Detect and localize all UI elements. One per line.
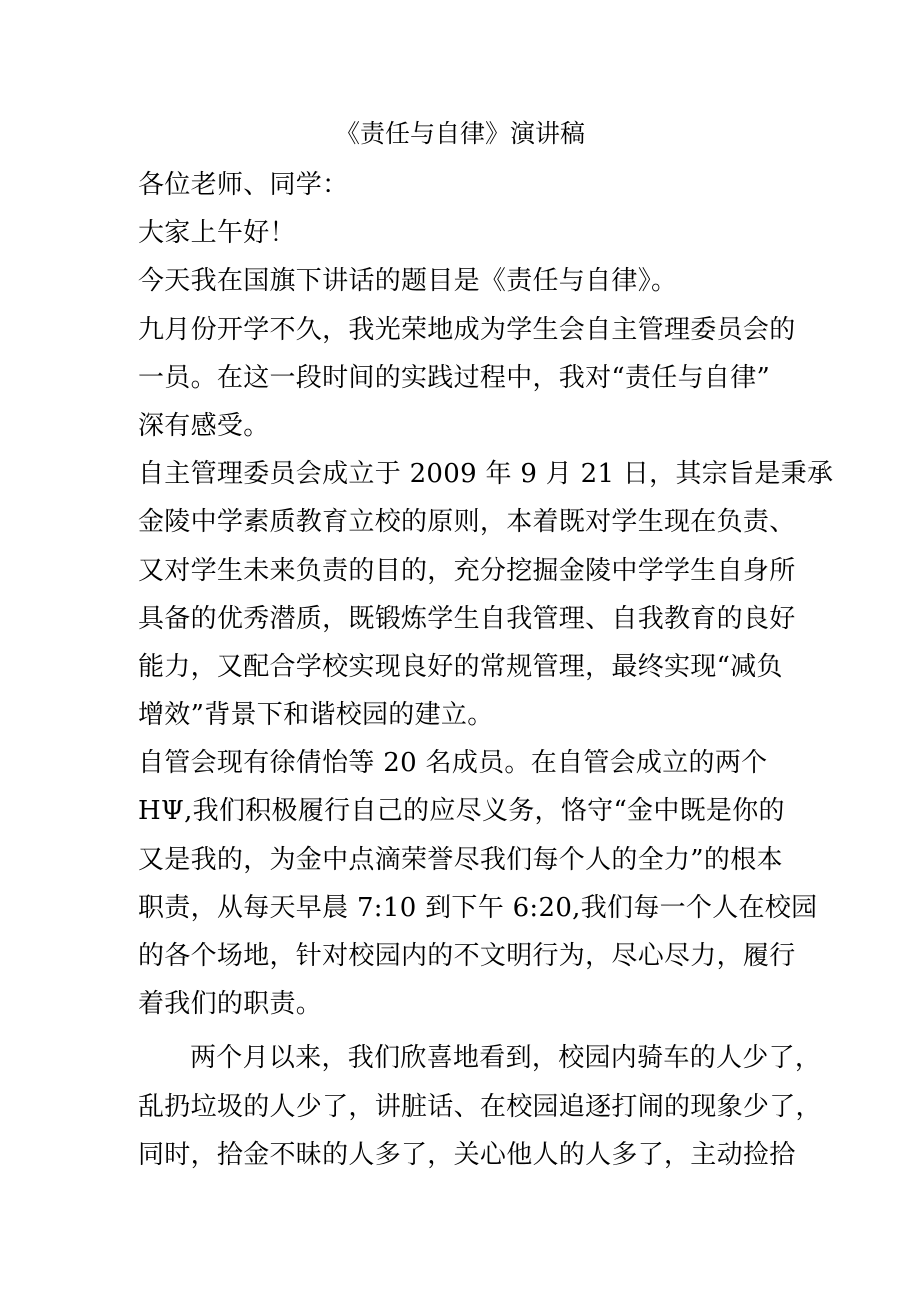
- text-line: 又对学生未来负责的目的，充分挖掘金陵中学学生自身所: [138, 555, 796, 586]
- text-line: 的各个场地，针对校园内的不文明行为，尽心尽力，履行: [138, 941, 796, 971]
- document-title: 《责任与自律》演讲稿: [334, 119, 585, 148]
- text-line: 自主管理委员会成立于 2009 年 9 月 21 日，其宗旨是秉承: [138, 459, 834, 490]
- text-line: 今天我在国旗下讲话的题目是《责任与自律》。: [138, 266, 678, 297]
- text-line: 各位老师、同学：: [138, 170, 349, 200]
- text-line: 金陵中学素质教育立校的原则，本着既对学生现在负责、: [138, 507, 796, 538]
- text-line: 乱扔垃圾的人少了，讲脏话、在校园追逐打闹的现象少了，: [138, 1091, 822, 1122]
- text-line: 具备的优秀潜质，既锻炼学生自我管理、自我教育的良好: [138, 603, 796, 634]
- text-line: 着我们的职责。: [138, 989, 323, 1020]
- text-line: 一员。在这一段时间的实践过程中，我对“责任与自律”: [138, 362, 771, 393]
- text-line: 九月份开学不久，我光荣地成为学生会自主管理委员会的: [138, 314, 796, 345]
- text-line: 自管会现有徐倩怡等 20 名成员。在自管会成立的两个: [138, 748, 768, 779]
- text-line: 职责，从每天早晨 7:10 到下午 6:20,我们每一个人在校园: [138, 892, 818, 923]
- text-line: 能力，又配合学校实现良好的常规管理，最终实现“减负: [138, 651, 783, 682]
- text-line: 大家上午好！: [138, 218, 296, 249]
- document-body: [138, 161, 834, 1179]
- text-line: 深有感受。: [138, 410, 270, 441]
- text-line: 又是我的，为金中点滴荣誉尽我们每个人的全力”的根本: [138, 844, 783, 875]
- text-line: 两个月以来，我们欣喜地看到，校园内骑车的人少了，: [190, 1043, 822, 1074]
- text-line: 增效”背景下和谐校园的建立。: [138, 700, 494, 731]
- text-line: HΨ,我们积极履行自己的应尽义务，恪守“金中既是你的: [138, 796, 785, 827]
- text-line: 同时，拾金不昧的人多了，关心他人的人多了，主动捡拾: [138, 1139, 796, 1170]
